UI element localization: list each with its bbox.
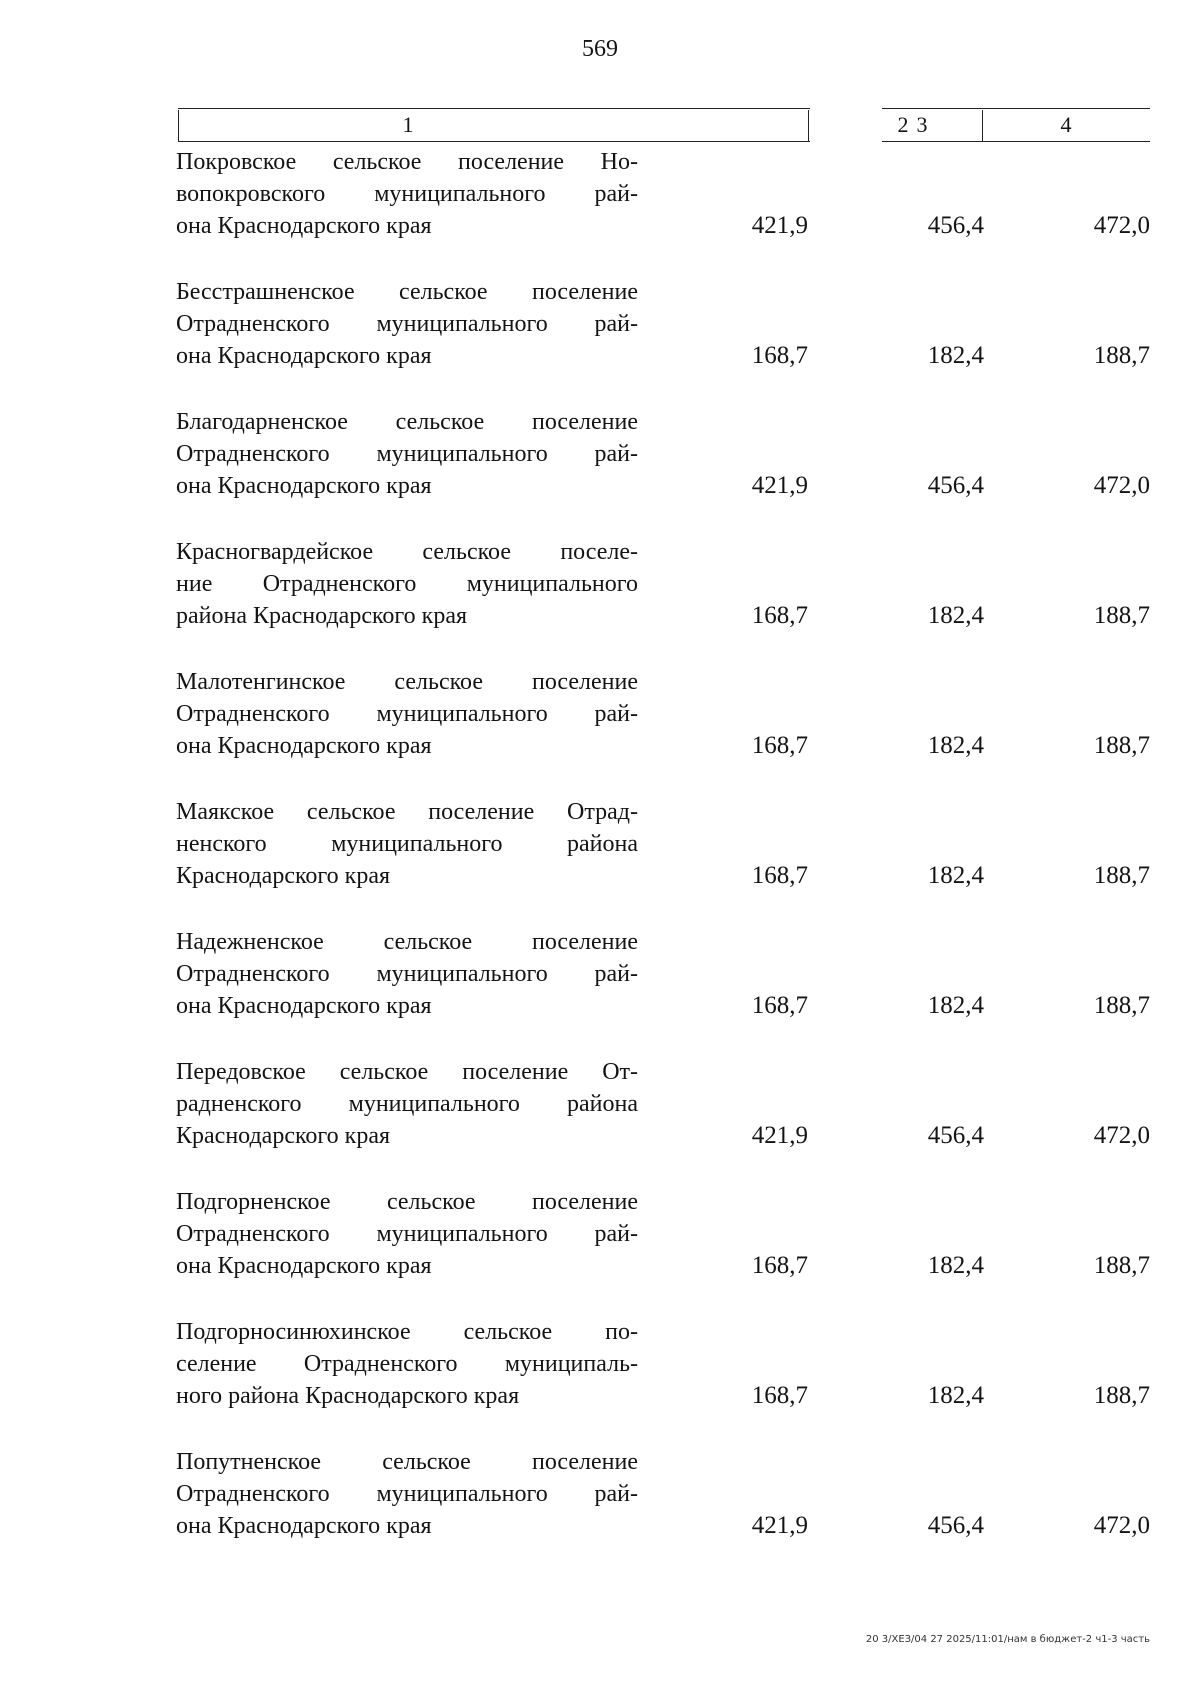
table-row [0, 796, 1200, 926]
settlement-name-line: Подгорносинюхинское сельское по- [176, 1319, 638, 1345]
table-row [0, 666, 1200, 796]
table-row [0, 536, 1200, 666]
settlement-name [176, 666, 638, 762]
column-header-1-2 [178, 98, 909, 142]
value-col-4: 188,7 [1093, 732, 1150, 759]
value-col-2: 168,7 [751, 992, 808, 1019]
settlement-name-line: Попутненское сельское поселение [176, 1449, 638, 1475]
column-number-1: 1 [402, 112, 414, 137]
settlement-name [176, 276, 638, 372]
settlement-name-line: Отрадненского муниципального рай- [176, 961, 638, 987]
settlement-name-line: она Краснодарского края [176, 213, 432, 239]
value-col-4: 188,7 [1093, 992, 1150, 1019]
value-col-4: 472,0 [1093, 212, 1150, 239]
settlement-name-line: она Краснодарского края [176, 993, 432, 1019]
table-row [0, 1446, 1200, 1576]
settlement-name-line: Отрадненского муниципального рай- [176, 311, 638, 337]
value-col-4: 188,7 [1093, 862, 1150, 889]
value-col-2: 421,9 [751, 212, 808, 239]
settlement-name-line: Отрадненского муниципального рай- [176, 701, 638, 727]
value-col-2: 168,7 [751, 342, 808, 369]
table-row [0, 1056, 1200, 1186]
value-col-3: 456,4 [927, 472, 984, 499]
value-col-4: 188,7 [1093, 1252, 1150, 1279]
value-col-3: 182,4 [927, 732, 984, 759]
table-row [0, 1316, 1200, 1446]
table-row [0, 146, 1200, 276]
value-col-3: 456,4 [927, 1122, 984, 1149]
settlement-name-line: она Краснодарского края [176, 473, 432, 499]
table-row [0, 1186, 1200, 1316]
settlement-name-line: Бесстрашненское сельское поселение [176, 279, 638, 305]
value-col-2: 168,7 [751, 1382, 808, 1409]
settlement-name-line: она Краснодарского края [176, 1253, 432, 1279]
value-col-3: 182,4 [927, 992, 984, 1019]
settlement-name-line: Краснодарского края [176, 1123, 391, 1149]
value-col-2: 421,9 [751, 1122, 808, 1149]
footer-stamp: 20 3/ХЕЗ/04 27 2025/11:01/нам в бюджет-2 ч1-3 часть [865, 1634, 1150, 1645]
value-col-3: 182,4 [927, 1252, 984, 1279]
column-header-3-4 [882, 98, 1150, 142]
value-col-3: 456,4 [927, 1512, 984, 1539]
value-col-4: 472,0 [1093, 1512, 1150, 1539]
value-col-2: 421,9 [751, 1512, 808, 1539]
settlement-name-line: Отрадненского муниципального рай- [176, 1481, 638, 1507]
settlement-name-line: Подгорненское сельское поселение [176, 1189, 638, 1215]
value-col-3: 182,4 [927, 602, 984, 629]
settlement-name-line: Покровское сельское поселение Но- [176, 149, 638, 175]
column-number-2: 2 [897, 112, 909, 137]
value-col-3: 182,4 [927, 342, 984, 369]
settlement-name [176, 1056, 638, 1152]
value-col-2: 168,7 [751, 602, 808, 629]
value-col-4: 472,0 [1093, 1122, 1150, 1149]
settlement-name-line: она Краснодарского края [176, 1513, 432, 1539]
settlement-name-line: ненского муниципального района [176, 831, 638, 857]
value-col-2: 168,7 [751, 732, 808, 759]
settlement-name [176, 796, 638, 892]
settlement-name-line: радненского муниципального района [176, 1091, 638, 1117]
settlement-name [176, 926, 638, 1022]
settlement-name-line: она Краснодарского края [176, 733, 432, 759]
value-col-3: 182,4 [927, 1382, 984, 1409]
table-row [0, 926, 1200, 1056]
settlements-table [0, 146, 1200, 1576]
settlement-name [176, 536, 638, 632]
settlement-name-line: вопокровского муниципального рай- [176, 181, 638, 207]
settlement-name-line: Отрадненского муниципального рай- [176, 441, 638, 467]
column-number-4: 4 [1060, 112, 1072, 137]
settlement-name-line: Надежненское сельское поселение [176, 929, 638, 955]
value-col-2: 168,7 [751, 1252, 808, 1279]
settlement-name-line: ного района Краснодарского края [176, 1383, 520, 1409]
settlement-name-line: Красногвардейское сельское поселе- [176, 539, 638, 565]
settlement-name [176, 1186, 638, 1282]
value-col-2: 168,7 [751, 862, 808, 889]
table-row [0, 406, 1200, 536]
settlement-name [176, 1316, 638, 1412]
value-col-3: 456,4 [927, 212, 984, 239]
value-col-2: 421,9 [751, 472, 808, 499]
column-number-3: 3 [916, 112, 928, 137]
value-col-3: 182,4 [927, 862, 984, 889]
settlement-name-line: Маякское сельское поселение Отрад- [176, 799, 638, 825]
settlement-name [176, 1446, 638, 1542]
table-row [0, 276, 1200, 406]
page-number: 569 [582, 36, 618, 62]
settlement-name [176, 146, 638, 242]
settlement-name-line: Краснодарского края [176, 863, 391, 889]
value-col-4: 188,7 [1093, 602, 1150, 629]
settlement-name [176, 406, 638, 502]
settlement-name-line: Передовское сельское поселение От- [176, 1059, 638, 1085]
settlement-name-line: Благодарненское сельское поселение [176, 409, 638, 435]
value-col-4: 472,0 [1093, 472, 1150, 499]
settlement-name-line: селение Отрадненского муниципаль- [176, 1351, 638, 1377]
settlement-name-line: района Краснодарского края [176, 603, 468, 629]
settlement-name-line: она Краснодарского края [176, 343, 432, 369]
value-col-4: 188,7 [1093, 342, 1150, 369]
settlement-name-line: Малотенгинское сельское поселение [176, 669, 638, 695]
settlement-name-line: ние Отрадненского муниципального [176, 571, 638, 597]
settlement-name-line: Отрадненского муниципального рай- [176, 1221, 638, 1247]
value-col-4: 188,7 [1093, 1382, 1150, 1409]
